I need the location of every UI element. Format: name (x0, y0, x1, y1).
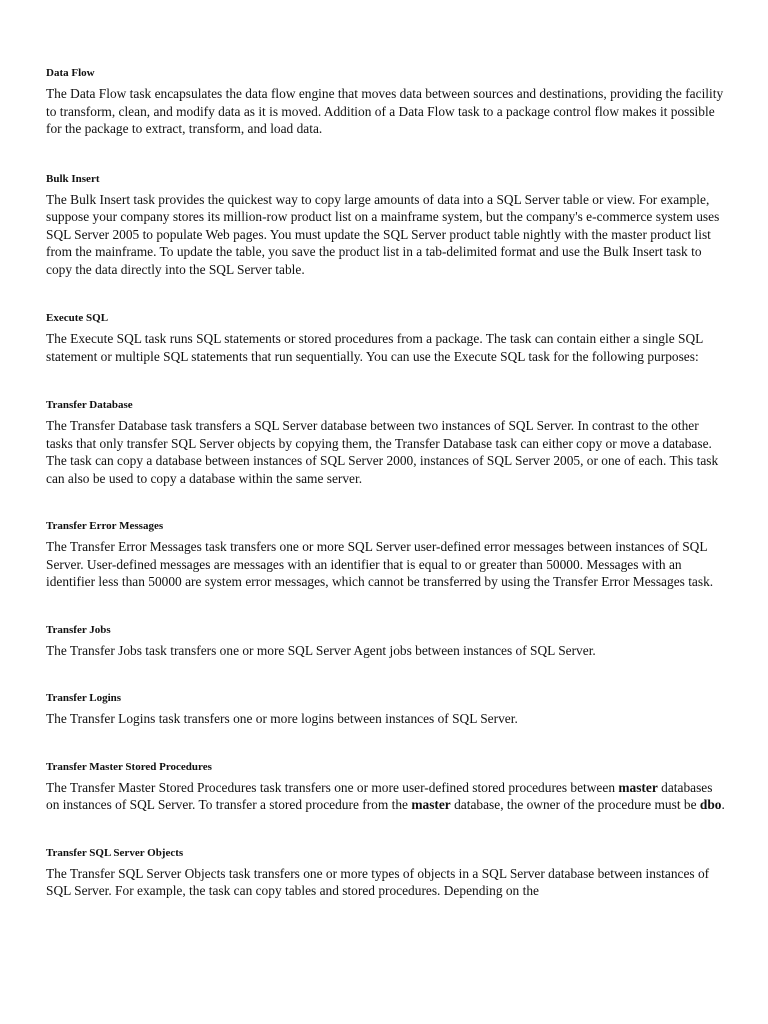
section-heading: Transfer Master Stored Procedures (46, 760, 212, 773)
term-master: master (411, 797, 451, 812)
section-heading: Data Flow (46, 67, 95, 79)
section-transfer-jobs (46, 623, 728, 660)
section-body: The Execute SQL task runs SQL statements or stored procedures from a package. The task can contain either a single SQL statement or multiple SQL statements that run sequentially. You can use the Execute SQL task for the following purposes: (46, 331, 703, 364)
body-text: The Transfer Master Stored Procedures task transfers one or more user-defined stored procedures between (46, 779, 619, 795)
section-body: The Data Flow task encapsulates the data flow engine that moves data between sources and destinations, providing the facility to transform, clean, and modify data as it is moved. Addition of a Data Flow task to a package control flow makes it possible for the package to extract, transform, and load data. (46, 86, 724, 136)
section-body (46, 779, 728, 814)
section-transfer-logins (46, 691, 728, 728)
section-heading: Transfer Logins (46, 692, 122, 704)
section-heading: Transfer Jobs (46, 623, 111, 636)
section-body: The Transfer Error Messages task transfers one or more SQL Server user-defined error messages between instances of SQL Server. User-defined messages are messages with an identifier that is equal to or greater than 50000. Messages with an identifier less than 50000 are system error messages, which cannot be transferred by using the Transfer Error Messages task. (46, 539, 714, 589)
section-body: The Transfer Database task transfers a SQL Server database between two instances of SQL Server. In contrast to the other tasks that only transfer SQL Server objects by copying them, the Transfer Database task can either copy or move a database. The task can copy a database between instances of SQL Server 2000, instances of SQL Server 2005, or one of each. This task can also be used to copy a database within the same server. (46, 418, 719, 486)
body-text: databases on instances of SQL Server. To transfer a stored procedure from the (46, 779, 713, 812)
section-data-flow (46, 66, 728, 138)
section-heading: Transfer SQL Server Objects (46, 846, 184, 859)
term-dbo: dbo (699, 797, 722, 812)
section-body: The Transfer SQL Server Objects task transfers one or more types of objects in a SQL Server database between instances of SQL Server. For example, the task can copy tables and stored procedures. Depending on the (46, 865, 710, 898)
section-heading: Transfer Error Messages (46, 520, 164, 532)
body-text: . (721, 797, 725, 812)
section-transfer-database (46, 398, 728, 487)
section-body: The Transfer Logins task transfers one or more logins between instances of SQL Server. (46, 711, 518, 726)
section-transfer-sql-server-objects (46, 846, 728, 900)
section-execute-sql (46, 311, 728, 365)
section-body: The Transfer Jobs task transfers one or more SQL Server Agent jobs between instances of SQL Server. (46, 642, 596, 658)
section-transfer-master-stored-procedures (46, 760, 728, 814)
body-text: database, the owner of the procedure must be (450, 797, 700, 812)
section-body: The Bulk Insert task provides the quickest way to copy large amounts of data into a SQL Server table or view. For example, suppose your company stores its million-row product list on a mainframe system, but the company's e-commerce system uses SQL Server 2005 to populate Web pages. You must update the SQL Server product table nightly with the master product list from the mainframe. To update the table, you save the product list in a tab-delimited format and use the Bulk Insert task to copy the data directly into the SQL Server table. (46, 191, 720, 277)
section-heading: Bulk Insert (46, 172, 100, 185)
section-bulk-insert (46, 172, 728, 279)
section-heading: Transfer Database (46, 399, 133, 411)
section-transfer-error-messages (46, 519, 728, 591)
section-heading: Execute SQL (46, 312, 109, 324)
term-master: master (618, 779, 658, 795)
